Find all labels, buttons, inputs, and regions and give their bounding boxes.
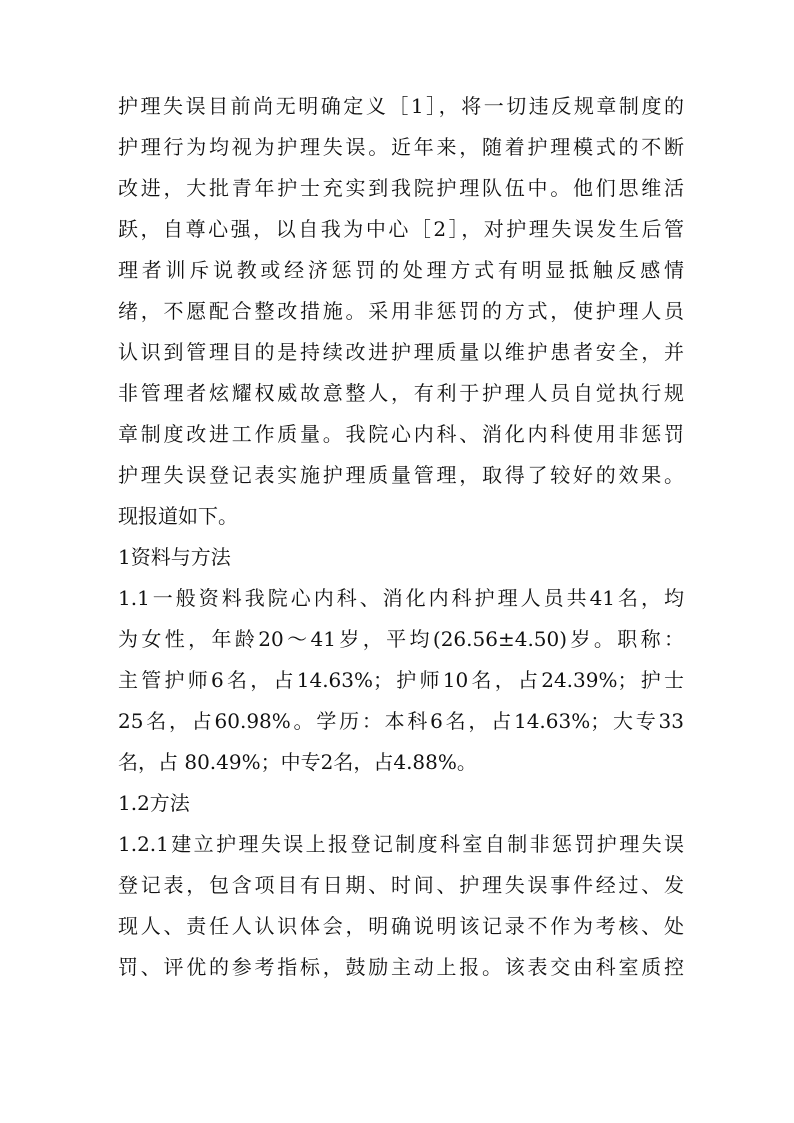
text-line: 非管理者炫耀权威故意整人，有利于护理人员自觉执行规: [118, 381, 684, 405]
text-line: 1.1一般资料我院心内科、消化内科护理人员共41名，均: [118, 586, 684, 610]
text-line: 1.2.1建立护理失误上报登记制度科室自制非惩罚护理失误: [118, 832, 684, 856]
text-line: 现人、责任人认识体会，明确说明该记录不作为考核、处: [118, 914, 684, 938]
text-line: 章制度改进工作质量。我院心内科、消化内科使用非惩罚: [118, 422, 684, 446]
text-line: 罚、评优的参考指标，鼓励主动上报。该表交由科室质控: [118, 955, 684, 979]
text-line: 主管护师6名，占14.63%；护师10名，占24.39%；护士: [118, 668, 684, 692]
text-line: 改进，大批青年护士充实到我院护理队伍中。他们思维活: [118, 176, 684, 200]
text-line: 绪，不愿配合整改措施。采用非惩罚的方式，使护理人员: [118, 299, 684, 323]
section-heading: 1资料与方法: [118, 545, 231, 569]
text-line: 认识到管理目的是持续改进护理质量以维护患者安全，并: [118, 340, 684, 364]
text-line: 为女性，年龄20～41岁，平均(26.56±4.50)岁。职称：: [118, 627, 684, 651]
text-line: 登记表，包含项目有日期、时间、护理失误事件经过、发: [118, 873, 684, 897]
text-line: 护理失误目前尚无明确定义［1］，将一切违反规章制度的: [118, 94, 684, 118]
text-line: 护理行为均视为护理失误。近年来，随着护理模式的不断: [118, 135, 684, 159]
text-line: 名，占 80.49%；中专2名，占4.88%。: [118, 750, 477, 774]
text-line: 理者训斥说教或经济惩罚的处理方式有明显抵触反感情: [118, 258, 684, 282]
text-line: 跃，自尊心强，以自我为中心［2］，对护理失误发生后管: [118, 217, 684, 241]
text-line: 现报道如下。: [118, 504, 238, 528]
body-text: [118, 86, 684, 988]
text-line: 25名，占60.98%。学历：本科6名，占14.63%；大专33: [118, 709, 684, 733]
text-line: 护理失误登记表实施护理质量管理，取得了较好的效果。: [118, 463, 684, 487]
subsection-heading: 1.2方法: [118, 791, 190, 815]
